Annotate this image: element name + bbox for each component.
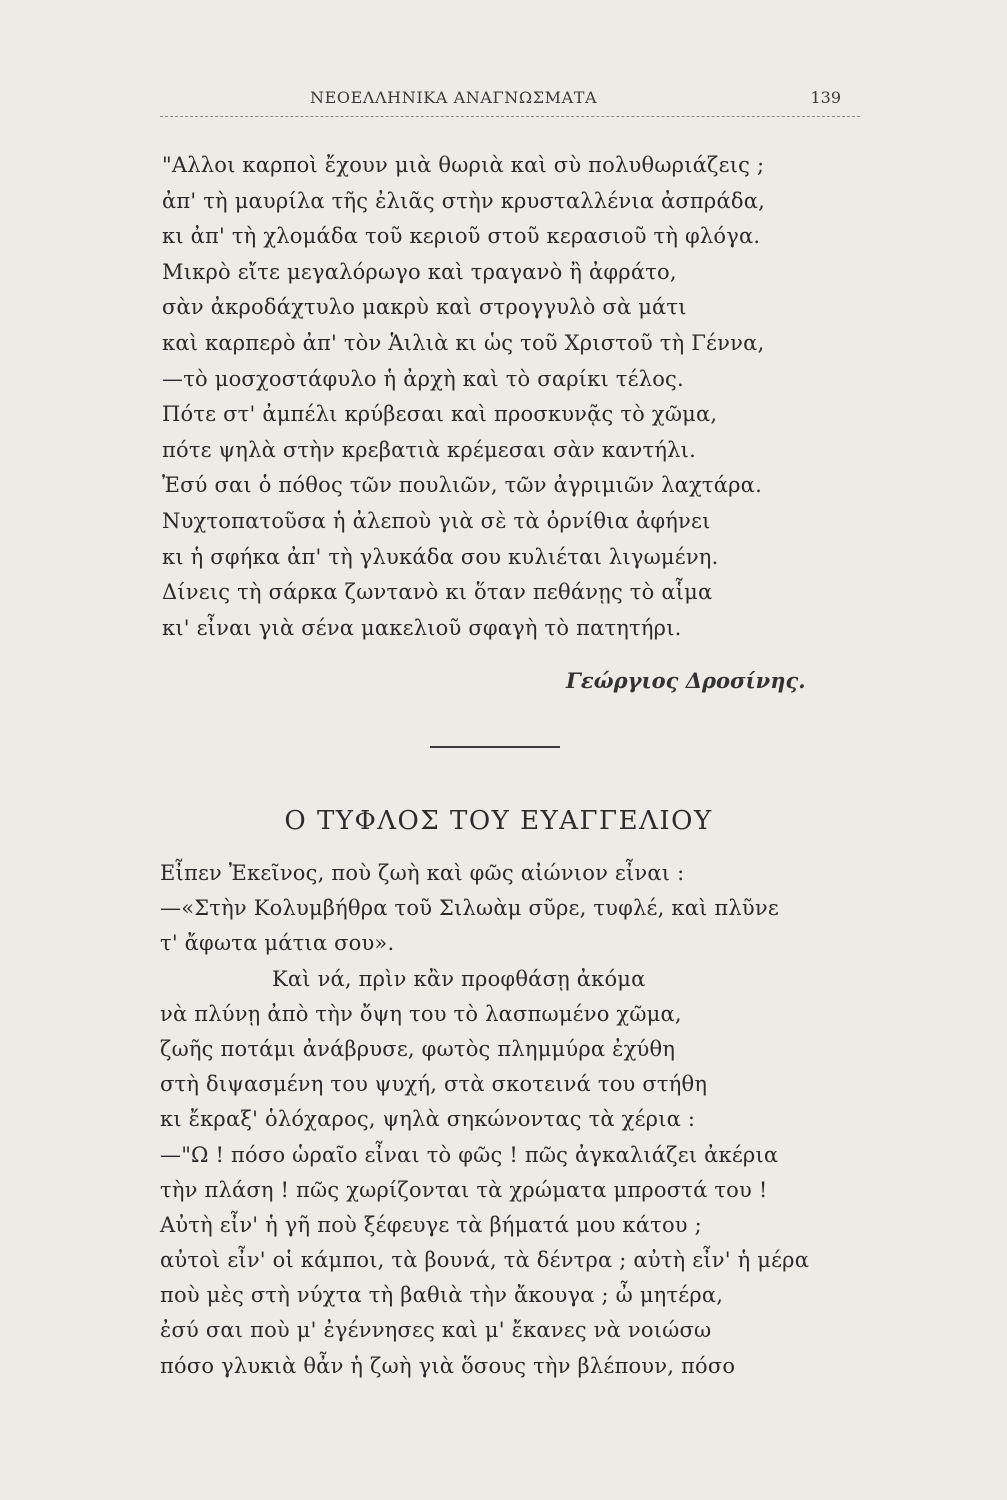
poem-line: πόσο γλυκιὰ θἆν ἡ ζωὴ γιὰ ὅσους τὴν βλέπουν, πόσο — [160, 1353, 736, 1378]
poem-title — [0, 806, 1007, 836]
poem-line: νὰ πλύνῃ ἀπὸ τὴν ὄψη του τὸ λασπωμένο χῶμα, — [160, 1001, 682, 1026]
poem-line: σὰν ἀκροδάχτυλο μακρὺ καὶ στρογγυλὸ σὰ μάτι — [162, 295, 687, 320]
poem-line: ζωῆς ποτάμι ἀνάβρυσε, φωτὸς πλημμύρα ἐχύθη — [160, 1036, 676, 1061]
poem-line: —"Ω ! πόσο ὡραῖο εἶναι τὸ φῶς ! πῶς ἀγκαλιάζει ἀκέρια — [160, 1142, 779, 1167]
poem-line: Μικρὸ εἴτε μεγαλόρωγο καὶ τραγανὸ ἢ ἀφράτο, — [162, 259, 677, 284]
poem-line: Δίνεις τὴ σάρκα ζωντανὸ κι ὅταν πεθάνῃς τὸ αἷμα — [162, 580, 713, 605]
poem-line: Νυχτοπατοῦσα ἡ ἀλεποὺ γιὰ σὲ τὰ ὀρνίθια ἀφήνει — [162, 508, 711, 533]
poem-line: τὴν πλάση ! πῶς χωρίζονται τὰ χρώματα μπροστά του ! — [160, 1177, 768, 1202]
poem-grapes — [162, 148, 842, 646]
poem-line: στὴ διψασμένη του ψυχή, στὰ σκοτεινά του στήθη — [160, 1072, 708, 1097]
poem-line: ἐσύ σαι ποὺ μ' ἐγέννησες καὶ μ' ἔκανες νὰ νοιώσω — [160, 1318, 712, 1343]
author-signature: Γεώργιος Δροσίνης. — [566, 668, 806, 693]
header-rule — [160, 116, 860, 117]
running-header — [160, 84, 845, 114]
poem-blind-man — [160, 856, 850, 1384]
poem-line: Εἶπεν Ἐκεῖνος, ποὺ ζωὴ καὶ φῶς αἰώνιον εἶναι : — [160, 861, 685, 885]
poem-line: "Αλλοι καρποὶ ἔχουν μιὰ θωριὰ καὶ σὺ πολυθωριάζεις ; — [162, 153, 765, 177]
poem-line: Πότε στ' ἀμπέλι κρύβεσαι καὶ προσκυνᾷς τὸ χῶμα, — [162, 402, 718, 427]
section-divider — [430, 746, 560, 748]
poem-line: —«Στὴν Κολυμβήθρα τοῦ Σιλωὰμ σῦρε, τυφλέ, καὶ πλῦνε — [160, 896, 779, 921]
poem-line: Ἐσύ σαι ὁ πόθος τῶν πουλιῶν, τῶν ἀγριμιῶν λαχτάρα. — [162, 473, 762, 498]
page-number: 139 — [810, 88, 841, 107]
poem-line: τ' ἄφωτα μάτια σου». — [160, 931, 395, 956]
poem-line: αὐτοὶ εἶν' οἱ κάμποι, τὰ βουνά, τὰ δέντρα ; αὐτὴ εἶν' ἡ μέρα — [160, 1248, 810, 1273]
poem-line: —τὸ μοσχοστάφυλο ἡ ἀρχὴ καὶ τὸ σαρίκι τέλος. — [162, 366, 684, 391]
poem-line: κι ἀπ' τὴ χλομάδα τοῦ κεριοῦ στοῦ κερασιοῦ τὴ φλόγα. — [162, 224, 761, 249]
poem-line: καὶ καρπερὸ ἀπ' τὸν Ἁιλιὰ κι ὡς τοῦ Χριστοῦ τὴ Γέννα, — [162, 330, 765, 355]
running-title: ΝΕΟΕΛΛΗΝΙΚΑ ΑΝΑΓΝΩΣΜΑΤΑ — [310, 88, 598, 107]
poem-line: κι' εἶναι γιὰ σένα μακελιοῦ σφαγὴ τὸ πατητήρι. — [162, 615, 682, 640]
poem-line: κι ἔκραξ' ὁλόχαρος, ψηλὰ σηκώνοντας τὰ χέρια : — [160, 1107, 696, 1132]
poem-line: Αὐτὴ εἶν' ἡ γῆ ποὺ ξέφευγε τὰ βήματά μου κάτου ; — [160, 1212, 702, 1237]
poem-line: ποὺ μὲς στὴ νύχτα τὴ βαθιὰ τὴν ἄκουγα ; ὦ μητέρα, — [160, 1283, 724, 1308]
poem-line: Καὶ νά, πρὶν κἂν προφθάσῃ ἀκόμα — [272, 966, 646, 991]
poem-title-text: Ο ΤΥΦΛΟΣ ΤΟΥ ΕΥΑΓΓΕΛΙΟΥ — [284, 806, 713, 836]
poem-line: πότε ψηλὰ στὴν κρεβατιὰ κρέμεσαι σὰν καντήλι. — [162, 437, 696, 462]
poem-line: ἀπ' τὴ μαυρίλα τῆς ἐλιᾶς στὴν κρυσταλλένια ἀσπράδα, — [162, 188, 765, 213]
poem-line: κι ἡ σφήκα ἀπ' τὴ γλυκάδα σου κυλιέται λιγωμένη. — [162, 544, 719, 569]
